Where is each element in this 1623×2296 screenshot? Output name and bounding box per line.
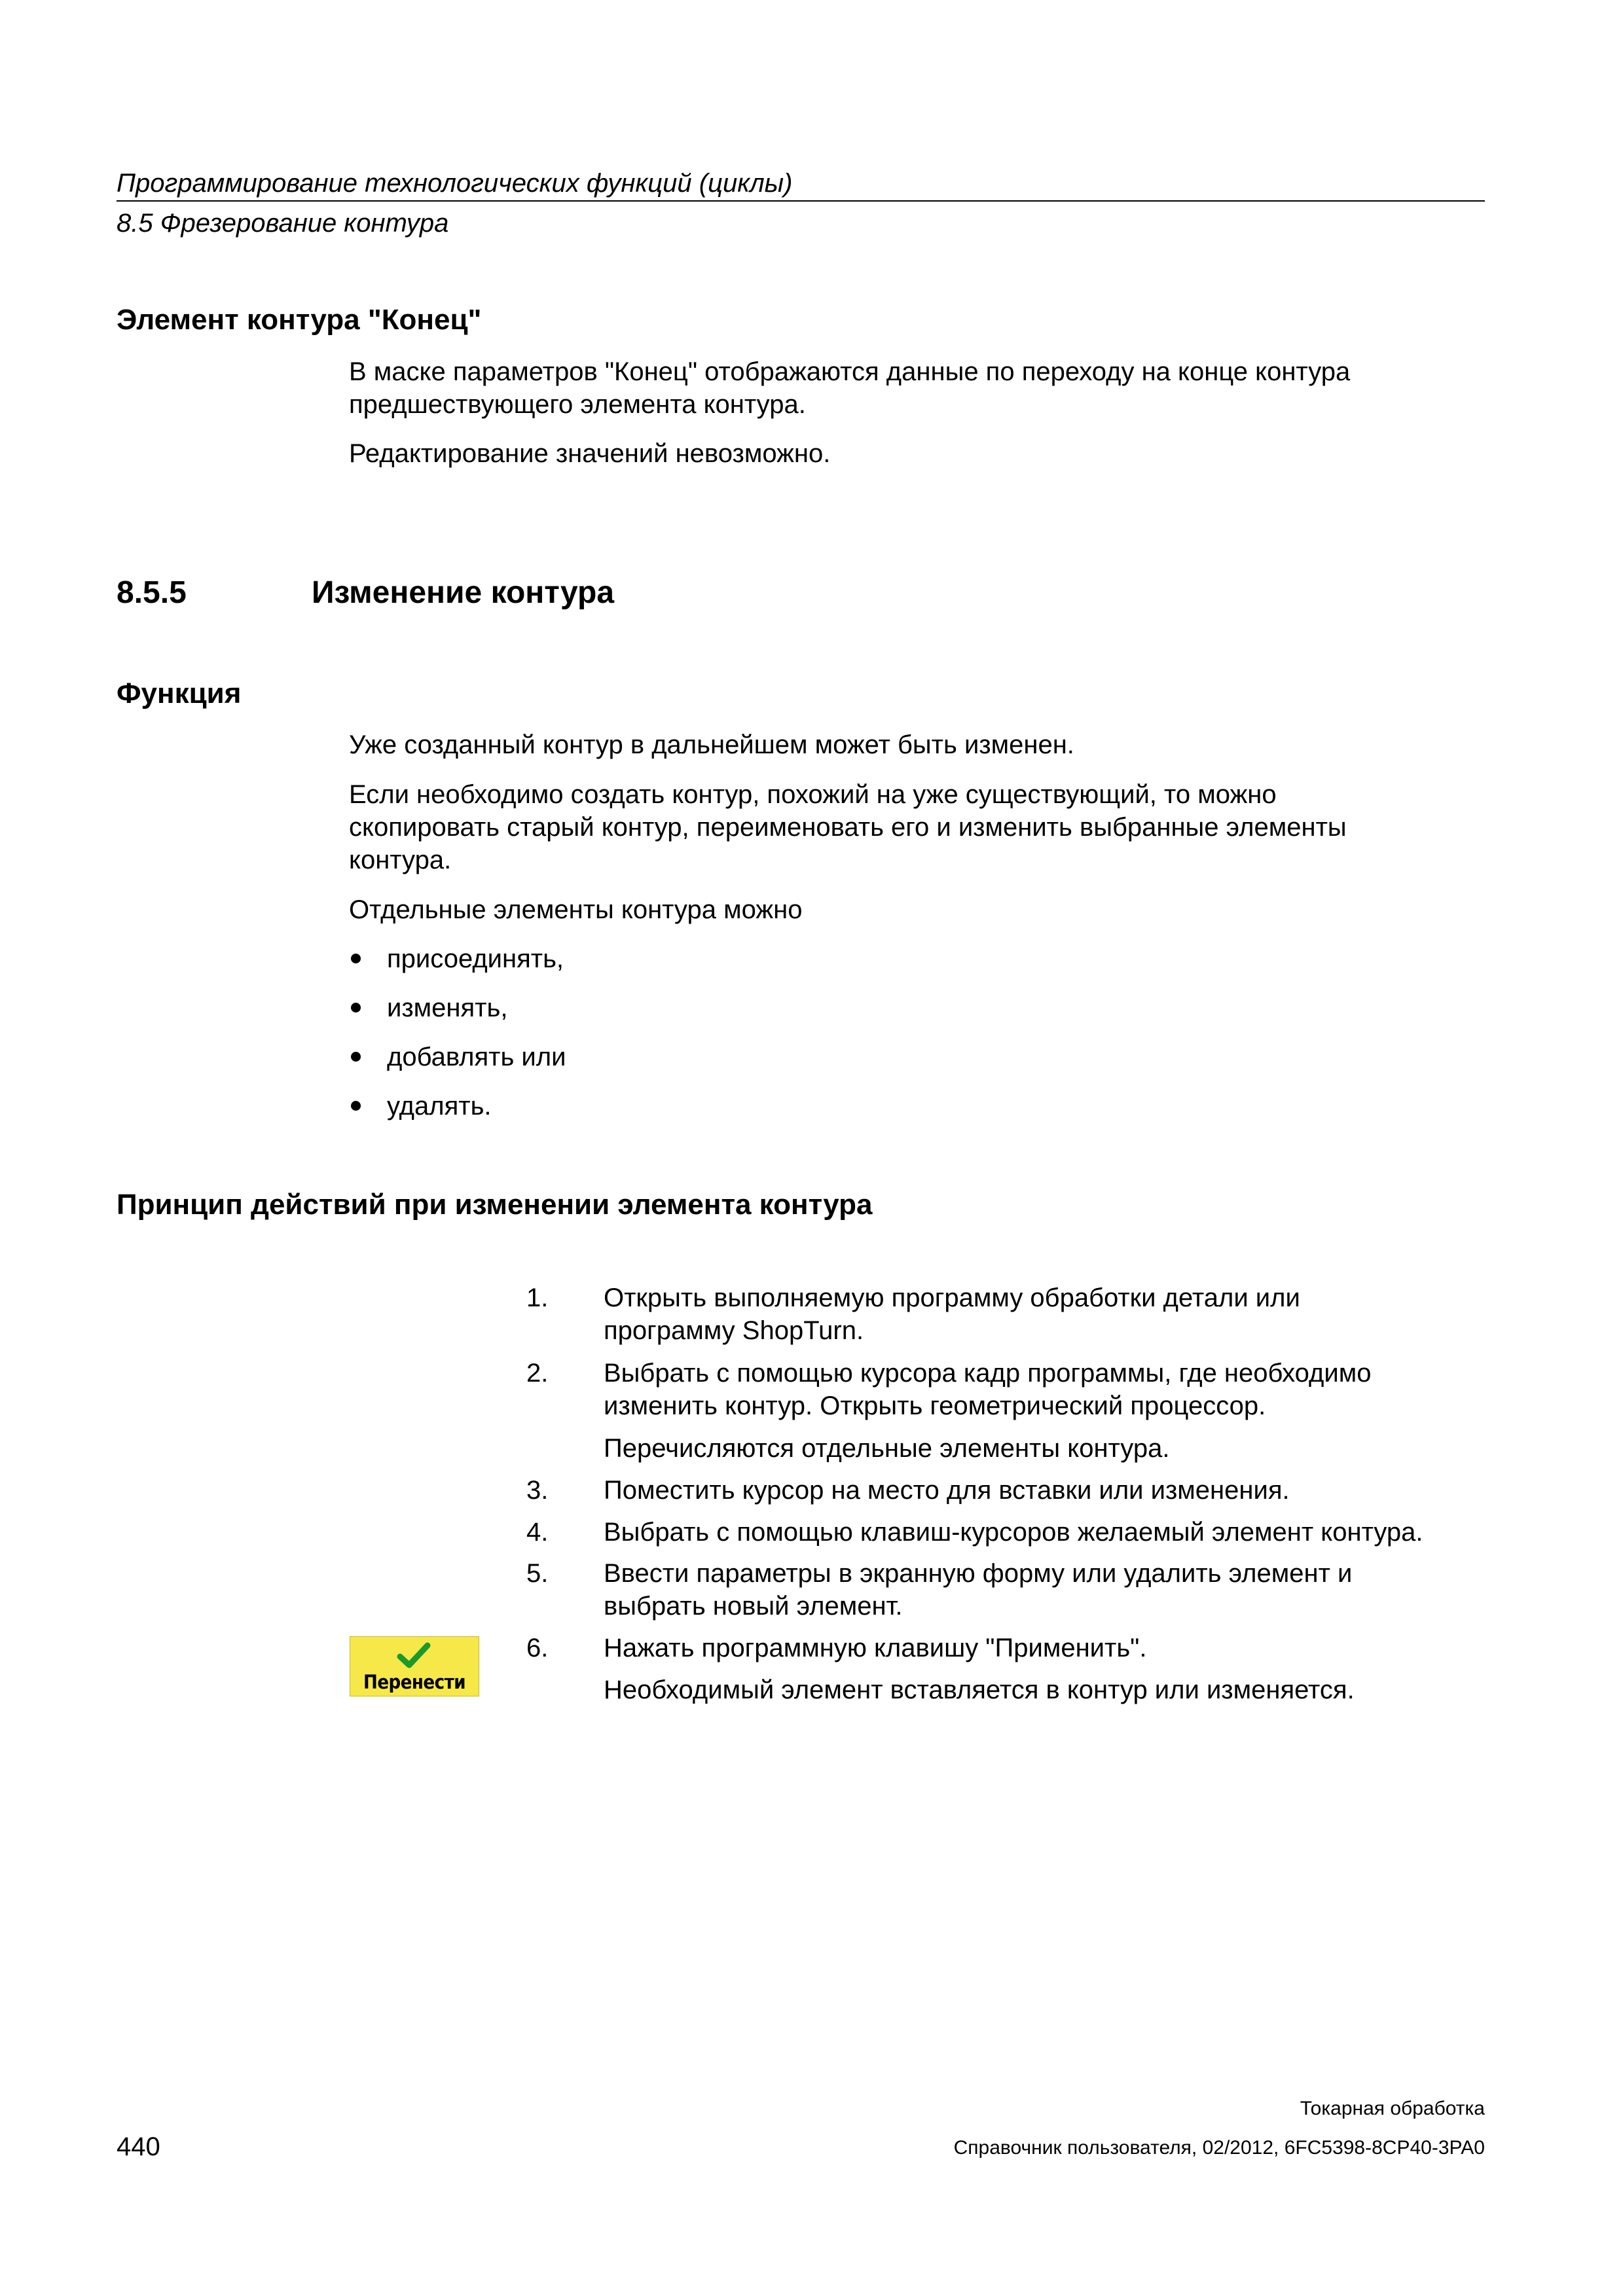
step-line: изменить контур. Открыть геометрический процессор.: [604, 1391, 1266, 1420]
function-line: контура.: [349, 846, 452, 874]
bullet-dot-icon: [351, 1101, 361, 1111]
step-text: [604, 1357, 1494, 1422]
step-text: [604, 1557, 1494, 1623]
apply-softkey-label: Перенести: [363, 1671, 465, 1693]
step-number: 1.: [526, 1283, 549, 1312]
end-element-note: Редактирование значений невозможно.: [349, 439, 831, 468]
end-element-line: В маске параметров "Конец" отображаются данные по переходу на конце контура: [349, 357, 1351, 386]
function-paragraph-1: Уже созданный контур в дальнейшем может быть изменен.: [349, 730, 1074, 759]
function-heading: Функция: [117, 677, 242, 709]
step-text: Поместить курсор на место для вставки или изменения.: [604, 1476, 1290, 1505]
end-element-heading: Элемент контура "Конец": [117, 304, 482, 336]
bullet-dot-icon: [351, 1052, 361, 1062]
step-note: Перечисляются отдельные элементы контура.: [604, 1434, 1170, 1463]
function-line: Если необходимо создать контур, похожий на уже существующий, то можно: [349, 780, 1277, 809]
step-line: программу ShopTurn.: [604, 1316, 864, 1345]
end-element-paragraph: [349, 355, 1462, 421]
step-number: 5.: [526, 1559, 549, 1588]
step-text: [604, 1282, 1494, 1347]
step-number: 3.: [526, 1476, 549, 1505]
bullet-text: удалять.: [387, 1092, 492, 1121]
section-title: Изменение контура: [312, 575, 615, 610]
function-line: скопировать старый контур, переименовать его и изменить выбранные элементы: [349, 813, 1347, 842]
bullet-dot-icon: [351, 1003, 361, 1013]
header-rule: [117, 200, 1485, 202]
footer-doc-title: Токарная обработка: [1300, 2098, 1485, 2119]
step-note: Необходимый элемент вставляется в контур или изменяется.: [604, 1676, 1355, 1704]
step-text: Выбрать с помощью клавиш-курсоров желаемый элемент контура.: [604, 1518, 1423, 1547]
step-line: Выбрать с помощью курсора кадр программы, где необходимо: [604, 1359, 1372, 1388]
section-number: 8.5.5: [117, 575, 187, 610]
step-number: 2.: [526, 1359, 549, 1388]
function-paragraph-3: Отдельные элементы контура можно: [349, 895, 803, 924]
running-header-section: 8.5 Фрезерование контура: [117, 209, 449, 238]
apply-softkey[interactable]: [350, 1636, 479, 1696]
bullet-text: присоединять,: [387, 944, 564, 973]
end-element-line: предшествующего элемента контура.: [349, 390, 806, 419]
step-text: Нажать программную клавишу "Применить".: [604, 1634, 1147, 1662]
bullet-text: изменять,: [387, 994, 508, 1022]
checkmark-icon: [396, 1641, 431, 1670]
bullet-dot-icon: [351, 954, 361, 963]
procedure-heading: Принцип действий при изменении элемента контура: [117, 1189, 873, 1221]
bullet-text: добавлять или: [387, 1043, 566, 1071]
function-paragraph-2: [349, 778, 1462, 876]
footer-doc-ref: Справочник пользователя, 02/2012, 6FC5398-8CP40-3PA0: [953, 2137, 1485, 2159]
page-number: 440: [117, 2132, 160, 2161]
step-line: выбрать новый элемент.: [604, 1592, 903, 1621]
step-number: 4.: [526, 1518, 549, 1547]
step-line: Открыть выполняемую программу обработки детали или: [604, 1283, 1300, 1312]
running-header-chapter: Программирование технологических функций (циклы): [117, 169, 793, 198]
step-number: 6.: [526, 1634, 549, 1662]
step-line: Ввести параметры в экранную форму или удалить элемент и: [604, 1559, 1353, 1588]
